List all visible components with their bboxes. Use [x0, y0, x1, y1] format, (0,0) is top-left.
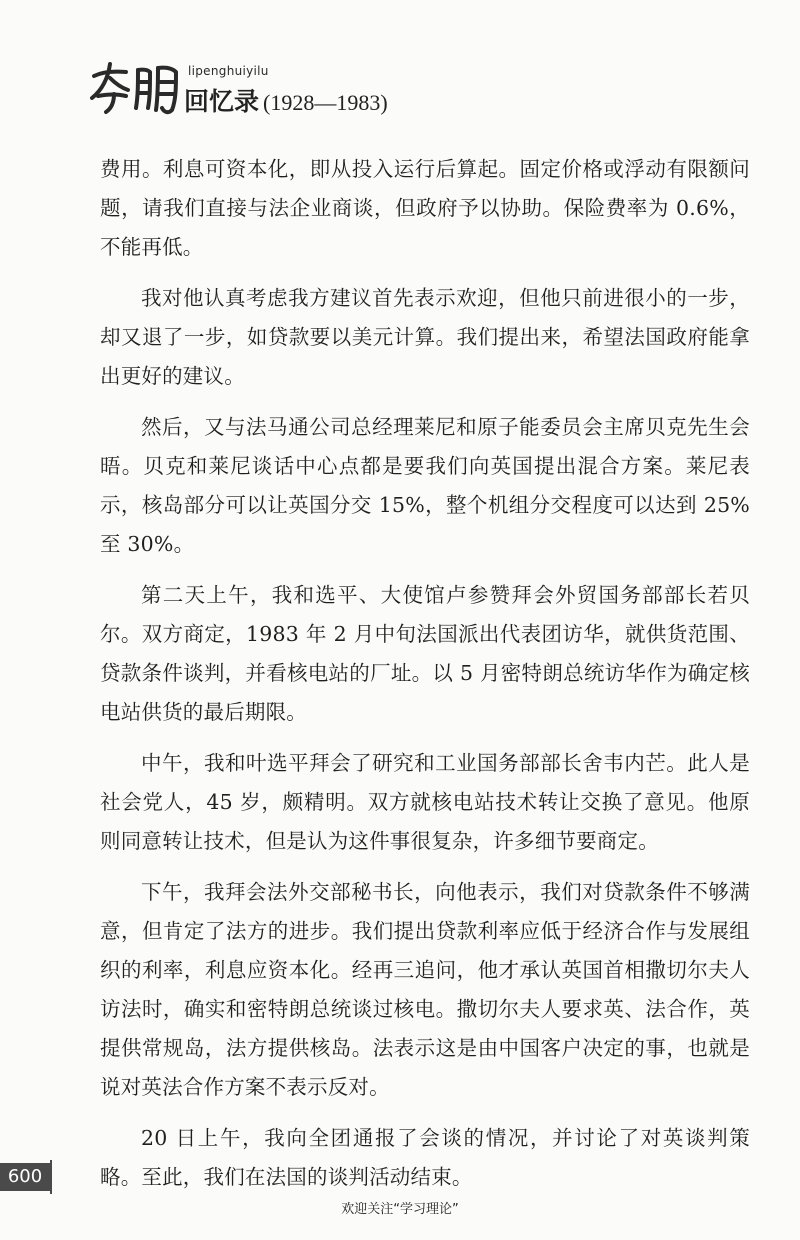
paragraph-1: 费用。利息可资本化，即从投入运行后算起。固定价格或浮动有限额问题，请我们直接与法企业商谈，但政府予以协助。保险费率为 0.6%，不能再低。 [100, 157, 750, 259]
paragraph-2: 我对他认真考虑我方建议首先表示欢迎，但他只前进很小的一步，却又退了一步，如贷款要以美元计算。我们提出来，希望法国政府能拿出更好的建议。 [100, 286, 750, 388]
header-title [184, 82, 388, 118]
book-title: 回忆录 [184, 87, 260, 116]
running-header [88, 54, 688, 124]
footer-note: 欢迎关注“学习理论” [341, 1202, 459, 1217]
paragraph-5: 中午，我和叶选平拜会了研究和工业国务部部长舍韦内芒。此人是社会党人，45 岁，颇精明。双方就核电站技术转让交换了意见。他原则同意转让技术，但是认为这件事很复杂，许多细节要商定。 [100, 751, 750, 853]
paragraph-4: 第二天上午，我和选平、大使馆卢参赞拜会外贸国务部部长若贝尔。双方商定，1983 年 2 月中旬法国派出代表团访华，就供货范围、贷款条件谈判，并看核电站的厂址。以 5 月密特朗总统访华作为确定核电站供货的最后期限。 [100, 583, 750, 724]
page-number: 600 [0, 1163, 50, 1191]
book-years: (1928—1983) [263, 90, 388, 115]
paragraph-7: 20 日上午，我向全团通报了会谈的情况，并讨论了对英谈判策略。至此，我们在法国的谈判活动结束。 [100, 1126, 750, 1189]
header-pinyin: lipenghuiyilu [188, 64, 269, 78]
calligraphy-signature-logo [88, 60, 184, 116]
page-number-divider [50, 1160, 52, 1194]
paragraph-3: 然后，又与法马通公司总经理莱尼和原子能委员会主席贝克先生会晤。贝克和莱尼谈话中心点都是要我们向英国提出混合方案。莱尼表示，核岛部分可以让英国分交 15%，整个机组分交程度可以达到 25% 至 30%。 [100, 415, 750, 556]
paragraph-6: 下午，我拜会法外交部秘书长，向他表示，我们对贷款条件不够满意，但肯定了法方的进步。我们提出贷款利率应低于经济合作与发展组织的利率，利息应资本化。经再三追问，他才承认英国首相撒切尔夫人访法时，确实和密特朗总统谈过核电。撒切尔夫人要求英、法合作，英提供常规岛，法方提供核岛。法表示这是由中国客户决定的事，也就是说对英法合作方案不表示反对。 [100, 880, 750, 1099]
page-body [100, 150, 750, 1209]
